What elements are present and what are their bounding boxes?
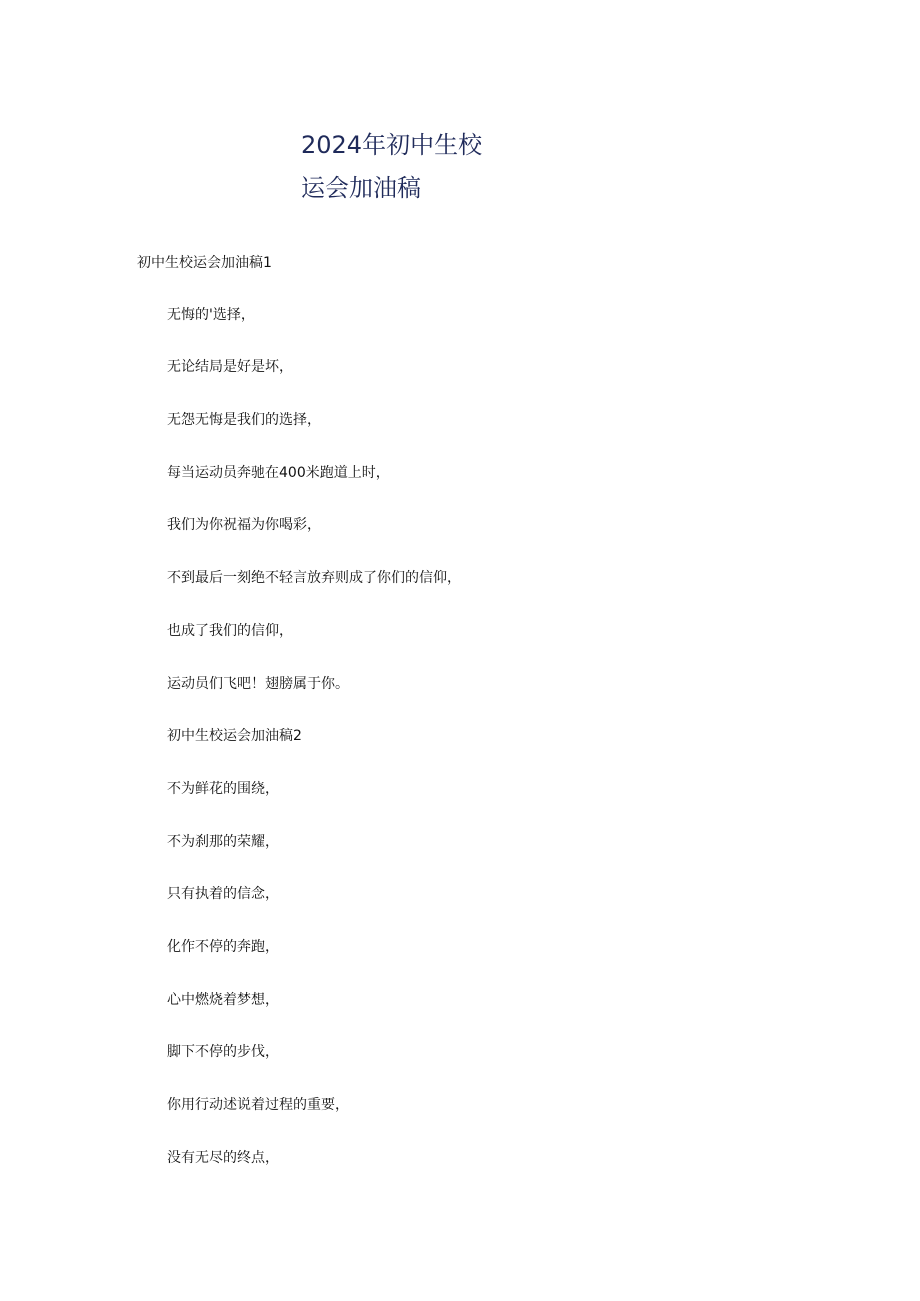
section-heading-1: 初中生校运会加油稿1 [137, 255, 272, 271]
body-line-12: 化作不停的奔跑， [167, 939, 279, 955]
body-line-5: 我们为你祝福为你喝彩， [167, 517, 321, 533]
title-line-2: 运会加油稿 [301, 174, 421, 202]
body-line-15: 你用行动述说着过程的重要， [167, 1097, 349, 1113]
body-line-7: 也成了我们的信仰， [167, 623, 293, 639]
title-line-1: 2024年初中生校 [301, 131, 483, 159]
body-line-4: 每当运动员奔驰在400米跑道上时， [167, 465, 390, 481]
body-line-16: 没有无尽的终点， [167, 1150, 279, 1166]
body-line-14: 脚下不停的步伐， [167, 1044, 279, 1060]
section-heading-2: 初中生校运会加油稿2 [167, 728, 302, 744]
body-line-1: 无悔的'选择， [167, 307, 255, 323]
body-line-3: 无怨无悔是我们的选择， [167, 412, 321, 428]
body-line-2: 无论结局是好是坏， [167, 359, 293, 375]
body-line-11: 只有执着的信念， [167, 886, 279, 902]
body-line-8: 运动员们飞吧！翅膀属于你。 [167, 676, 349, 692]
body-line-10: 不为刹那的荣耀， [167, 834, 279, 850]
body-line-6: 不到最后一刻绝不轻言放弃则成了你们的信仰， [167, 570, 461, 586]
body-line-13: 心中燃烧着梦想， [167, 992, 279, 1008]
body-line-9: 不为鲜花的围绕， [167, 781, 279, 797]
